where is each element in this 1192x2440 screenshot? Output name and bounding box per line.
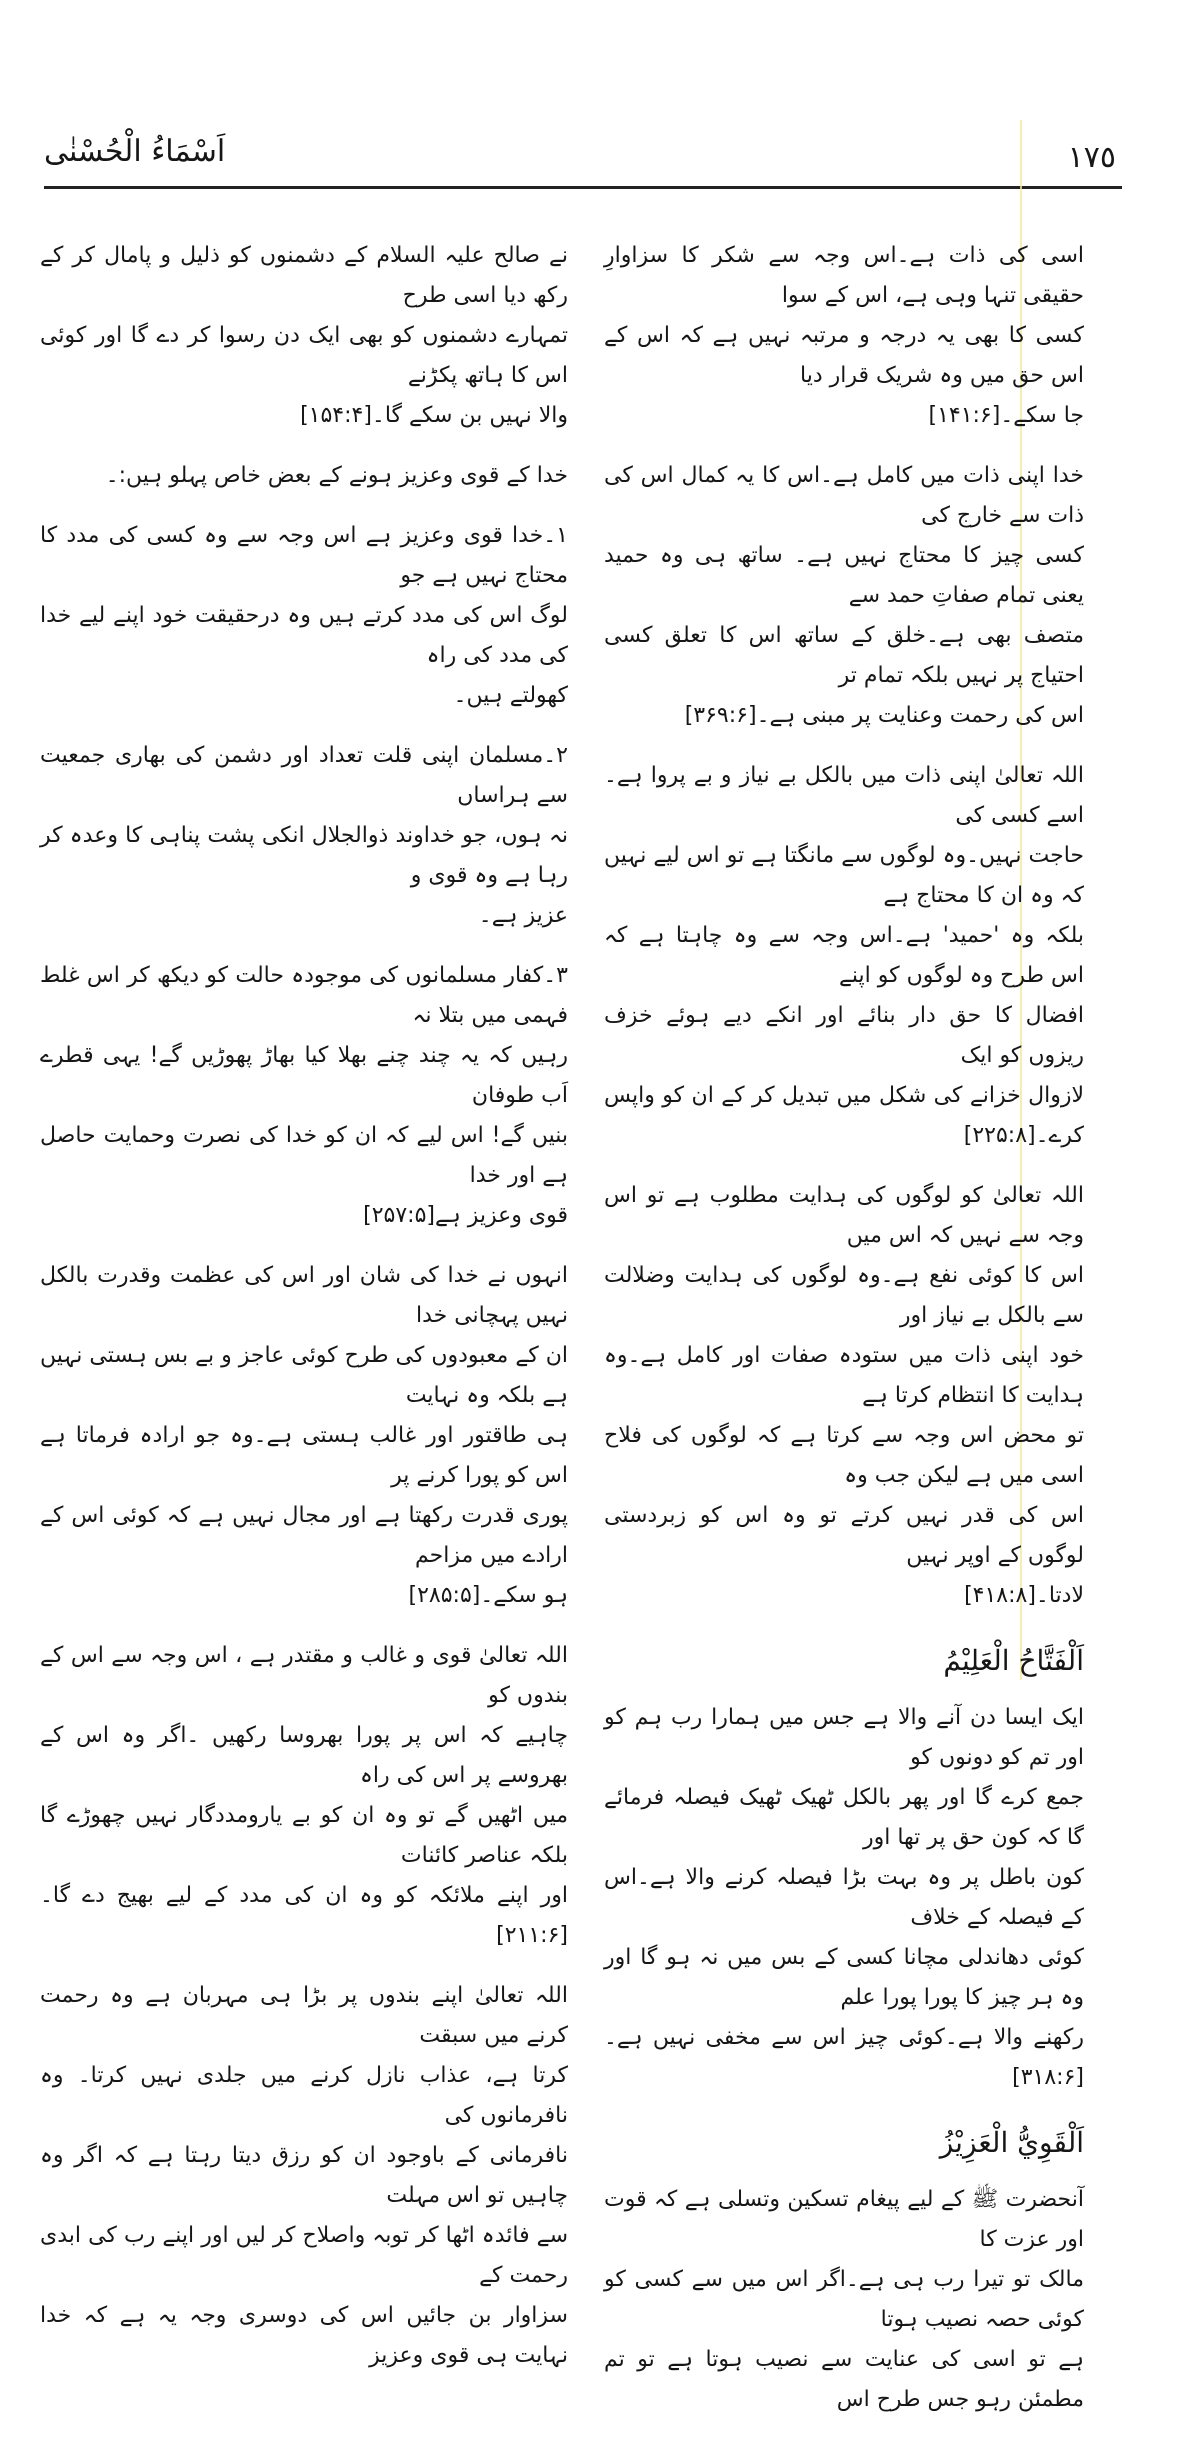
text-line: ۳۔کفار مسلمانوں کی موجودہ حالت کو دیکھ کر اس غلط فہمی میں بتلا نہ (40, 963, 568, 1028)
right-column (604, 236, 1084, 2440)
text-line: چاہیے کہ اس پر پورا بھروسا رکھیں ۔اگر وہ اس کے بھروسے پر اس کی راہ (40, 1723, 568, 1788)
text-line: اللہ تعالیٰ اپنی ذات میں بالکل بے نیاز و بے پروا ہے۔اسے کسی کی (604, 763, 1084, 828)
text-line: جمع کرے گا اور پھر بالکل ٹھیک ٹھیک فیصلہ فرمائے گا کہ کون حق پر تھا اور (604, 1785, 1084, 1850)
running-title: اَسْمَاءُ الْحُسْنٰی (44, 134, 226, 169)
text-line: خود اپنی ذات میں ستودہ صفات اور کامل ہے۔وہ ہدایت کا انتظام کرتا ہے (604, 1343, 1084, 1408)
text-line: بلکہ وہ 'حمید' ہے۔اس وجہ سے وہ چاہتا ہے کہ اس طرح وہ لوگوں کو اپنے (604, 923, 1084, 988)
text-line: اس کا کوئی نفع ہے۔وہ لوگوں کی ہدایت وضلالت سے بالکل بے نیاز اور (604, 1263, 1084, 1328)
text-line: تمہارے دشمنوں کو بھی ایک دن رسوا کر دے گا اور کوئی اس کا ہاتھ پکڑنے (40, 323, 568, 388)
text-line: کوئی دھاندلی مچانا کسی کے بس میں نہ ہو گا اور وہ ہر چیز کا پورا پورا علم (604, 1945, 1084, 2010)
paragraph (604, 756, 1084, 1156)
text-line: اسی کی ذات ہے۔اس وجہ سے شکر کا سزاوارِ حقیقی تنہا وہی ہے، اس کے سوا (604, 243, 1084, 308)
text-line: ہی طاقتور اور غالب ہستی ہے۔وہ جو ارادہ فرماتا ہے اس کو پورا کرنے پر (40, 1423, 568, 1488)
text-line: ان کے معبودوں کی طرح کوئی عاجز و بے بس ہستی نہیں ہے بلکہ وہ نہایت (40, 1343, 568, 1408)
text-line: جا سکے۔[۱۴۱:۶] (928, 403, 1084, 428)
section-heading: اَلْفَتَّاحُ الْعَلِيْمُ (943, 1644, 1084, 1677)
text-line: لوگ اس کی مدد کرتے ہیں وہ درحقیقت خود اپنے لیے خدا کی مدد کی راہ (40, 603, 568, 668)
text-line: ۱۔خدا قوی وعزیز ہے اس وجہ سے وہ کسی کی مدد کا محتاج نہیں ہے جو (40, 523, 568, 588)
text-line: نے صالح علیہ السلام کے دشمنوں کو ذلیل و پامال کر کے رکھ دیا اسی طرح (40, 243, 568, 308)
paragraph (604, 456, 1084, 736)
text-line: نہ ہوں، جو خداوند ذوالجلال انکی پشت پناہی کا وعدہ کر رہا ہے وہ قوی و (40, 823, 568, 888)
text-line: ۲۔مسلمان اپنی قلت تعداد اور دشمن کی بھاری جمعیت سے ہراساں (40, 743, 568, 808)
paragraph (40, 1636, 568, 1956)
text-line: میں اٹھیں گے تو وہ ان کو بے یارومددگار نہیں چھوڑے گا بلکہ عناصر کائنات (40, 1803, 568, 1868)
text-line: والا نہیں بن سکے گا۔[۱۵۴:۴] (300, 403, 568, 428)
paragraph (604, 1698, 1084, 2098)
text-line: آنحضرت ﷺ کے لیے پیغام تسکین وتسلی ہے کہ قوت اور عزت کا (604, 2187, 1084, 2252)
paragraph (40, 1256, 568, 1616)
text-line: سے فائدہ اٹھا کر توبہ واصلاح کر لیں اور اپنے رب کی ابدی رحمت کے (40, 2223, 568, 2288)
text-line: قوی وعزیز ہے[۲۵۷:۵] (363, 1203, 568, 1228)
paragraph (40, 516, 568, 716)
paragraph (604, 236, 1084, 436)
left-column (40, 236, 568, 2396)
text-line: خدا کے قوی وعزیز ہونے کے بعض خاص پہلو ہیں:۔ (105, 463, 568, 488)
text-line: عزیز ہے۔ (478, 903, 568, 928)
text-line: کھولتے ہیں۔ (453, 683, 568, 708)
text-line: رکھنے والا ہے۔کوئی چیز اس سے مخفی نہیں ہے۔[۳۱۸:۶] (604, 2025, 1084, 2090)
paragraph (604, 2180, 1084, 2420)
text-line: کرتا ہے، عذاب نازل کرنے میں جلدی نہیں کرتا۔ وہ نافرمانوں کی (40, 2063, 568, 2128)
paragraph (604, 1176, 1084, 1616)
text-line: بنیں گے! اس لیے کہ ان کو خدا کی نصرت وحمایت حاصل ہے اور خدا (40, 1123, 568, 1188)
text-line: اللہ تعالیٰ کو لوگوں کی ہدایت مطلوب ہے تو اس وجہ سے نہیں کہ اس میں (604, 1183, 1084, 1248)
paragraph (40, 456, 568, 496)
text-line: نافرمانی کے باوجود ان کو رزق دیتا رہتا ہے کہ اگر وہ چاہیں تو اس مہلت (40, 2143, 568, 2208)
text-line: پوری قدرت رکھتا ہے اور مجال نہیں ہے کہ کوئی اس کے ارادے میں مزاحم (40, 1503, 568, 1568)
text-line: اس کی قدر نہیں کرتے تو وہ اس کو زبردستی لوگوں کے اوپر نہیں (604, 1503, 1084, 1568)
paragraph (40, 1976, 568, 2376)
page-header (44, 128, 1122, 189)
text-line: رہیں کہ یہ چند چنے بھلا کیا بھاڑ پھوڑیں گے! یہی قطرے اَب طوفان (40, 1043, 568, 1108)
text-line: تو محض اس وجہ سے کرتا ہے کہ لوگوں کی فلاح اسی میں ہے لیکن جب وہ (604, 1423, 1084, 1488)
text-line: سزاوار بن جائیں اس کی دوسری وجہ یہ ہے کہ خدا نہایت ہی قوی وعزیز (40, 2303, 568, 2368)
text-line: کسی چیز کا محتاج نہیں ہے۔ ساتھ ہی وہ حمید یعنی تمام صفاتِ حمد سے (604, 543, 1084, 608)
paragraph (40, 956, 568, 1236)
text-line: کسی کا بھی یہ درجہ و مرتبہ نہیں ہے کہ اس کے اس حق میں وہ شریک قرار دیا (604, 323, 1084, 388)
text-line: مالک تو تیرا رب ہی ہے۔اگر اس میں سے کسی کو کوئی حصہ نصیب ہوتا (604, 2267, 1084, 2332)
text-line: اس کی رحمت وعنایت پر مبنی ہے۔[۳۶۹:۶] (684, 703, 1084, 728)
paragraph (40, 236, 568, 436)
text-line: متصف بھی ہے۔خلق کے ساتھ اس کا تعلق کسی احتیاج پر نہیں بلکہ تمام تر (604, 623, 1084, 688)
text-line: انہوں نے خدا کی شان اور اس کی عظمت وقدرت بالکل نہیں پہچانی خدا (40, 1263, 568, 1328)
text-line: لازوال خزانے کی شکل میں تبدیل کر کے ان کو واپس کرے۔[۲۲۵:۸] (604, 1083, 1084, 1148)
text-line: خدا اپنی ذات میں کامل ہے۔اس کا یہ کمال اس کی ذات سے خارج کی (604, 463, 1084, 528)
text-line: ہو سکے۔[۲۸۵:۵] (408, 1583, 568, 1608)
section-heading: اَلْقَوِيُّ الْعَزِيْزُ (939, 2126, 1084, 2159)
text-line: حاجت نہیں۔وہ لوگوں سے مانگتا ہے تو اس لیے نہیں کہ وہ ان کا محتاج ہے (604, 843, 1084, 908)
page-number: ١٧٥ (1067, 140, 1116, 175)
text-line: ایک ایسا دن آنے والا ہے جس میں ہمارا رب ہم کو اور تم کو دونوں کو (604, 1705, 1084, 1770)
text-line: کون باطل پر وہ بہت بڑا فیصلہ کرنے والا ہے۔اس کے فیصلہ کے خلاف (604, 1865, 1084, 1930)
text-line: اللہ تعالیٰ اپنے بندوں پر بڑا ہی مہربان ہے وہ رحمت کرنے میں سبقت (40, 1983, 568, 2048)
text-line: لادتا۔[۴۱۸:۸] (964, 1583, 1084, 1608)
paragraph (40, 736, 568, 936)
text-line: افضال کا حق دار بنائے اور انکے دیے ہوئے خزف ریزوں کو ایک (604, 1003, 1084, 1068)
text-line: ہے تو اسی کی عنایت سے نصیب ہوتا ہے تو تم مطمئن رہو جس طرح اس (604, 2347, 1084, 2412)
text-line: اور اپنے ملائکہ کو وہ ان کی مدد کے لیے بھیج دے گا۔[۲۱۱:۶] (40, 1883, 568, 1948)
text-line: اللہ تعالیٰ قوی و غالب و مقتدر ہے ، اس وجہ سے اس کے بندوں کو (40, 1643, 568, 1708)
